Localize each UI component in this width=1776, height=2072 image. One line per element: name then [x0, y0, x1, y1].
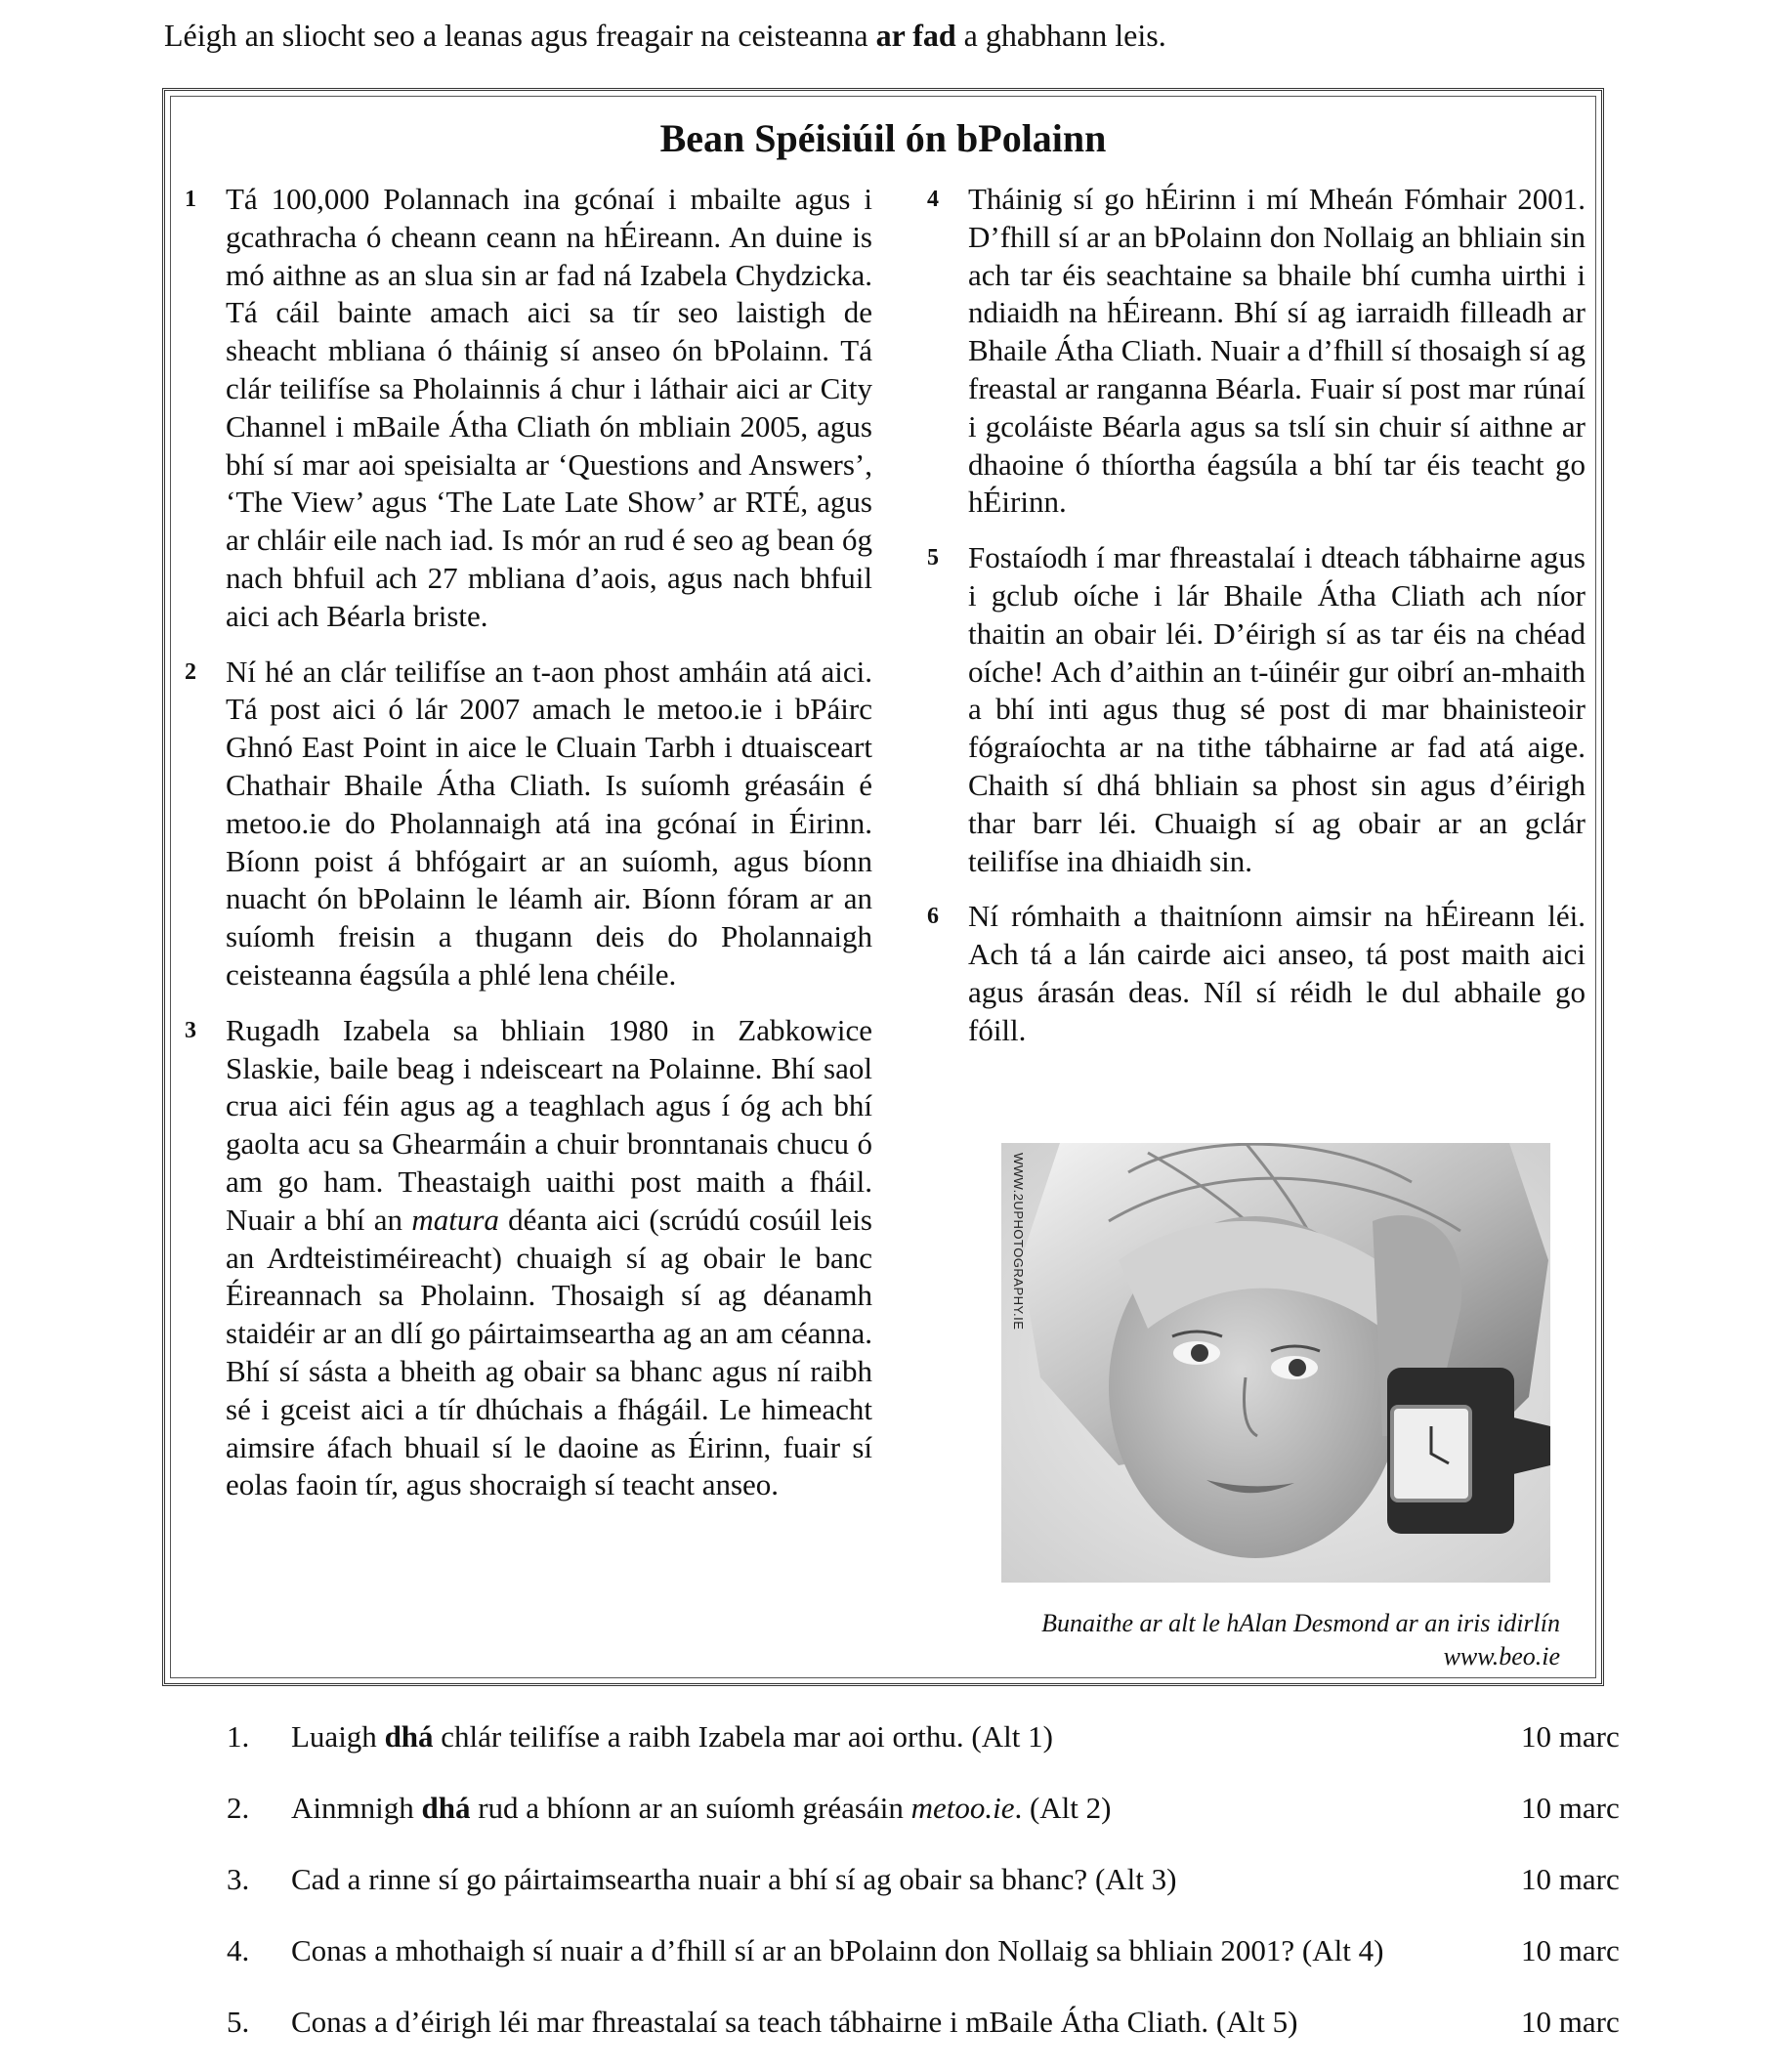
- question-number: 5.: [227, 2005, 250, 2039]
- question-marks: 10 marc: [1521, 1862, 1620, 1896]
- attribution-url: www.beo.ie: [1443, 1642, 1560, 1670]
- paragraph-text: Rugadh Izabela sa bhliain 1980 in Zabkowice Slaskie, baile beag i ndeisceart na Polainne. Bhí saol crua aici féin agus ag a teaghlach agus í óg ach bhí gaolta acu sa Ghearmáin a chuir bronntanais chucu ó am go ham. Theastaigh uaithi post maith a fháil. Nuair a bhí an: [226, 1012, 872, 1237]
- instruction-text-end: a ghabhann leis.: [955, 18, 1166, 53]
- question-item: [0, 1715, 1776, 1787]
- instruction-line: [164, 14, 1166, 57]
- article-attribution: [1041, 1607, 1560, 1673]
- question-number: 4.: [227, 1933, 250, 1967]
- question-text: Conas a mhothaigh sí nuair a d’fhill sí ar an bPolainn don Nollaig sa bhliain 2001? (Alt 4): [291, 1933, 1384, 1967]
- question-number: 3.: [227, 1862, 250, 1896]
- paragraph-number: 3: [185, 1017, 196, 1043]
- paragraph-3: [185, 1012, 872, 1504]
- paragraph-2: [185, 654, 872, 994]
- instruction-text-start: Léigh an sliocht seo a leanas agus freagair na ceisteanna: [164, 18, 876, 53]
- paragraph-1: [185, 181, 872, 636]
- question-marks: 10 marc: [1521, 1933, 1620, 1967]
- paragraph-italic-term: matura: [411, 1202, 499, 1237]
- paragraph-number: 2: [185, 658, 196, 685]
- question-marks: 10 marc: [1521, 1791, 1620, 1825]
- question-item: [0, 1787, 1776, 1858]
- question-text: Ainmnigh dhá rud a bhíonn ar an suíomh gréasáin metoo.ie. (Alt 2): [291, 1791, 1112, 1825]
- paragraph-text: Tháinig sí go hÉirinn i mí Mheán Fómhair 2001. D’fhill sí ar an bPolainn don Nollaig an bhliain sin ach tar éis seachtaine sa bhaile bhí cumha uirthi i ndiaidh na hÉireann. Bhí sí ag iarraidh filleadh ar Bhaile Átha Cliath. Nuair a d’fhill sí thosaigh sí ag freastal ar ranganna Béarla. Fuair sí post mar rúnaí i gcoláiste Béarla agus sa tslí sin chuir sí aithne ar dhaoine ó thíortha éagsúla a bhí tar éis teacht go hÉirinn.: [968, 182, 1586, 520]
- paragraph-number: 6: [927, 904, 939, 930]
- question-text: Cad a rinne sí go páirtaimseartha nuair a bhí sí ag obair sa bhanc? (Alt 3): [291, 1862, 1177, 1896]
- question-number: 1.: [227, 1719, 250, 1754]
- article-column-right: [927, 181, 1586, 1068]
- paragraph-text: Fostaíodh í mar fhreastalaí i dteach tábhairne agus i gclub oíche i lár Bhaile Átha Cliath ach níor thaitin an obair léi. D’éirigh sí as tar éis na chéad oíche! Ach d’aithin an t-úinéir gur oibrí an-mhaith a bhí inti agus thug sé post di mar bhainisteoir fógraíochta ar na tithe tábhairne ar fad atá aige. Chaith sí dhá bhliain sa phost sin agus d’éirigh thar barr léi. Chuaigh sí ag obair ar an gclár teilifíse ina dhiaidh sin.: [968, 540, 1586, 878]
- paragraph-text: Ní rómhaith a thaitníonn aimsir na hÉireann léi. Ach tá a lán cairde aici anseo, tá post maith aici agus árasán deas. Níl sí réidh le dul abhaile go fóill.: [968, 899, 1586, 1047]
- paragraph-number: 5: [927, 545, 939, 571]
- paragraph-text: Tá 100,000 Polannach ina gcónaí i mbailte agus i gcathracha ó cheann ceann na hÉireann. An duine is mó aithne as an slua sin ar fad ná Izabela Chydzicka. Tá cáil bainte amach aici sa tír seo laistigh de sheacht mbliana ó tháinig sí anseo ón bPolainn. Tá clár teilifíse sa Pholainnis á chur i láthair aici ar City Channel i mBaile Átha Cliath ón mbliain 2005, agus bhí sí mar aoi speisialta ar ‘Questions and Answers’, ‘The View’ agus ‘The Late Late Show’ ar RTÉ, agus ar chláir eile nach iad. Is mór an rud é seo ag bean óg nach bhfuil ach 27 mbliana d’aois, agus nach bhfuil aici ach Béarla briste.: [226, 182, 872, 633]
- question-item: [0, 1858, 1776, 1929]
- paragraph-number: 1: [185, 187, 196, 212]
- article-column-left: [185, 181, 872, 1522]
- question-number: 2.: [227, 1791, 250, 1825]
- paragraph-number: 4: [927, 187, 939, 212]
- question-item: [0, 1929, 1776, 2001]
- question-list: [0, 1715, 1776, 2072]
- paragraph-text: déanta aici (scrúdú cosúil leis an Ardteistiméireacht) chuaigh sí ag obair le banc Éireannach sa Pholainn. Thosaigh sí ag déanamh staidéir ar an dlí go páirtaimseartha ag an am céanna. Bhí sí sásta a bheith ag obair sa bhanc agus ní raibh sé i gceist aici a tír dhúchais a fhágáil. Le himeacht aimsire áfach bhuail sí le daoine as Éirinn, fuair sí eolas faoin tír, agus shocraigh sí teacht anseo.: [226, 1202, 872, 1502]
- portrait-photo: [1001, 1143, 1550, 1583]
- question-item: [0, 2001, 1776, 2072]
- paragraph-6: [927, 898, 1586, 1049]
- instruction-emphasis: ar fad: [875, 18, 956, 53]
- question-marks: 10 marc: [1521, 2005, 1620, 2039]
- question-text: Conas a d’éirigh léi mar fhreastalaí sa teach tábhairne i mBaile Átha Cliath. (Alt 5): [291, 2005, 1298, 2039]
- article-title: Bean Spéisiúil ón bPolainn: [659, 116, 1107, 160]
- paragraph-4: [927, 181, 1586, 522]
- portrait-illustration: [1001, 1143, 1550, 1583]
- paragraph-5: [927, 539, 1586, 880]
- question-text: Luaigh dhá chlár teilifíse a raibh Izabela mar aoi orthu. (Alt 1): [291, 1719, 1053, 1754]
- article-frame: [162, 88, 1604, 1686]
- question-marks: 10 marc: [1521, 1719, 1620, 1754]
- photo-credit: WWW.2UPHOTOGRAPHY.IE: [1011, 1153, 1026, 1331]
- paragraph-text: Ní hé an clár teilifíse an t-aon phost amháin atá aici. Tá post aici ó lár 2007 amach le metoo.ie i bPáirc Ghnó East Point in aice le Cluain Tarbh i dtuaisceart Chathair Bhaile Átha Cliath. Is suíomh gréasáin é metoo.ie do Pholannaigh atá ina gcónaí in Éirinn. Bíonn poist á bhfógairt ar an suíomh, agus bíonn nuacht ón bPolainn le léamh air. Bíonn fóram ar an suíomh freisin a thugann deis do Pholannaigh ceisteanna éagsúla a phlé lena chéile.: [226, 654, 872, 992]
- attribution-source: Bunaithe ar alt le hAlan Desmond ar an iris idirlín: [1041, 1609, 1560, 1637]
